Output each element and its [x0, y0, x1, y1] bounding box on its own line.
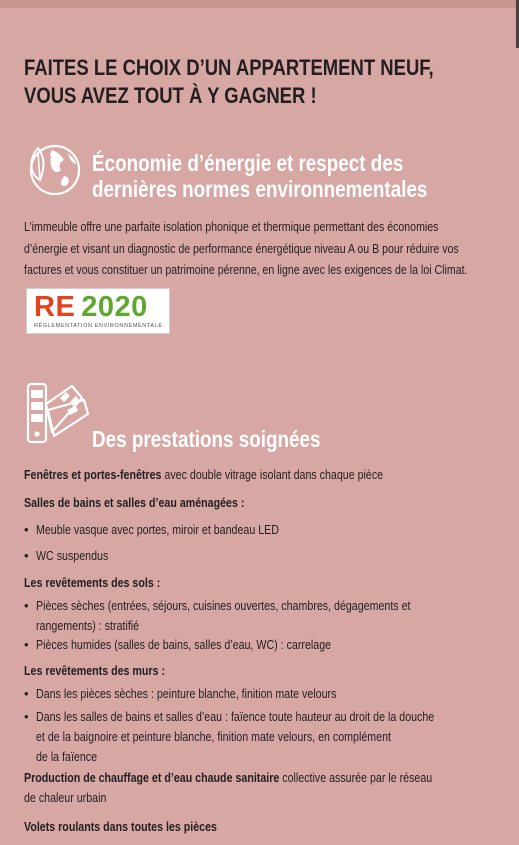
- services-section-title: [92, 426, 371, 452]
- energy-paragraph-line-3: factures et vous constituer un patrimoine pérenne, en ligne avec les exigences de la loi Climat.: [24, 262, 468, 277]
- bathrooms-heading: Salles de bains et salles d’eau aménagées :: [24, 495, 245, 510]
- energy-paragraph-line-2: d’énergie et visant un diagnostic de performance énergétique niveau A ou B pour réduire vos: [24, 240, 459, 256]
- energy-title-line-1: Économie d’énergie et respect des: [92, 150, 404, 176]
- re2020-badge: [26, 288, 170, 334]
- re2020-logo: [34, 290, 148, 324]
- color-swatch-icon: [24, 380, 90, 446]
- re2020-re: RE: [34, 291, 76, 323]
- floors-item-2: • Pièces humides (salles de bains, salles d’eau, WC) : carrelage: [24, 637, 332, 652]
- windows-rest: avec double vitrage isolant dans chaque pièce: [161, 467, 384, 482]
- windows-bold: Fenêtres et portes-fenêtres: [24, 467, 162, 482]
- top-strip: [0, 0, 519, 8]
- bathrooms-item-2: • WC suspendus: [24, 548, 109, 563]
- page-title: [24, 54, 512, 110]
- windows-line: [24, 465, 462, 485]
- energy-paragraph: [24, 216, 519, 281]
- re2020-year: 2020: [81, 291, 148, 323]
- walls-heading: Les revêtements des murs :: [24, 663, 166, 678]
- re2020-subtitle: RÉGLEMENTATION ENVIRONNEMENTALE: [34, 323, 163, 329]
- energy-section-title: [92, 150, 501, 202]
- services-title: Des prestations soignées: [92, 426, 321, 452]
- shutters-line: Volets roulants dans toutes les pièces: [24, 819, 217, 834]
- walls-item-1: • Dans les pièces sèches : peinture blanche, finition mate velours: [24, 686, 337, 701]
- walls-item-2: • Dans les salles de bains et salles d’eau : faïence toute hauteur au droit de la douche et de la baignoire et peinture blanche, finition mate velours, en complément de la faïence: [24, 709, 435, 764]
- page-title-line-2: VOUS AVEZ TOUT À Y GAGNER !: [24, 83, 317, 108]
- leaf-globe-icon: [24, 140, 84, 200]
- bathrooms-item-1: • Meuble vasque avec portes, miroir et bandeau LED: [24, 522, 279, 537]
- energy-paragraph-line-1: L’immeuble offre une parfaite isolation phonique et thermique permettant des économies: [24, 219, 439, 234]
- floors-item-1: • Pièces sèches (entrées, séjours, cuisines ouvertes, chambres, dégagements et rangements) : stratifié: [24, 598, 411, 633]
- floors-heading: Les revêtements des sols :: [24, 575, 161, 590]
- energy-title-line-2: dernières normes environnementales: [92, 176, 428, 202]
- page-title-line-1: FAITES LE CHOIX D’UN APPARTEMENT NEUF,: [24, 55, 434, 80]
- heating-line: Production de chauffage et d’eau chaude sanitaire collective assurée par le réseau de chaleur urbain: [24, 770, 433, 805]
